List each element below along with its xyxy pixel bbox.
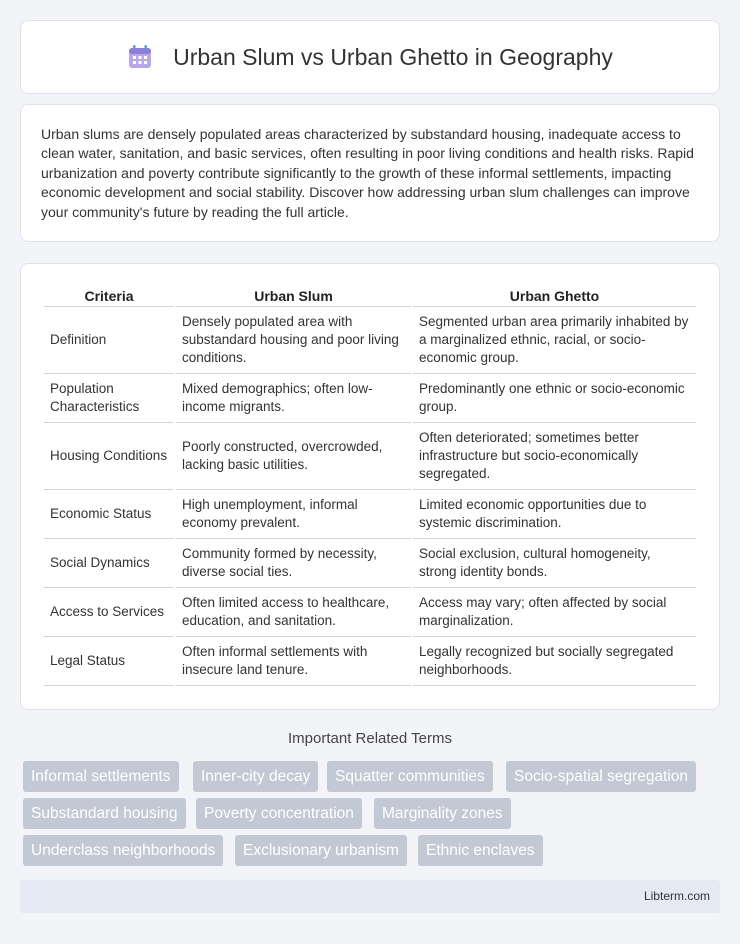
related-term-tag[interactable]: Marginality zones — [374, 798, 511, 829]
title-card — [20, 20, 720, 94]
related-term-tag[interactable]: Socio-spatial segregation — [506, 761, 696, 792]
comparison-table-card — [20, 263, 720, 710]
slum-cell: Poorly constructed, overcrowded, lacking basic utilities. — [176, 423, 411, 490]
slum-cell: Community formed by necessity, diverse social ties. — [176, 539, 411, 588]
calendar-grid-icon — [127, 44, 153, 70]
header-criteria: Criteria — [44, 284, 174, 307]
criteria-cell: Economic Status — [44, 490, 174, 539]
table-row — [44, 490, 696, 539]
footer — [20, 880, 720, 913]
related-term-tag[interactable]: Squatter communities — [327, 761, 493, 792]
slum-cell: Mixed demographics; often low-income migrants. — [176, 374, 411, 423]
ghetto-cell: Segmented urban area primarily inhabited by a marginalized ethnic, racial, or socio-economic group. — [413, 307, 696, 374]
related-term-tag[interactable]: Inner-city decay — [193, 761, 318, 792]
table-row — [44, 423, 696, 490]
ghetto-cell: Often deteriorated; sometimes better infrastructure but socio-economically segregated. — [413, 423, 696, 490]
criteria-cell: Housing Conditions — [44, 423, 174, 490]
slum-cell: Often informal settlements with insecure land tenure. — [176, 637, 411, 686]
table-row — [44, 539, 696, 588]
ghetto-cell: Predominantly one ethnic or socio-economic group. — [413, 374, 696, 423]
footer-site-link[interactable]: Libterm.com — [643, 889, 710, 903]
ghetto-cell: Legally recognized but socially segregated neighborhoods. — [413, 637, 696, 686]
header-urban-ghetto: Urban Ghetto — [413, 284, 696, 307]
related-term-tag[interactable]: Substandard housing — [23, 798, 186, 829]
header-urban-slum: Urban Slum — [176, 284, 411, 307]
table-row — [44, 637, 696, 686]
related-term-tag[interactable]: Exclusionary urbanism — [235, 835, 407, 866]
ghetto-cell: Social exclusion, cultural homogeneity, strong identity bonds. — [413, 539, 696, 588]
criteria-cell: Access to Services — [44, 588, 174, 637]
related-term-tag[interactable]: Ethnic enclaves — [418, 835, 543, 866]
page-title: Urban Slum vs Urban Ghetto in Geography — [173, 43, 613, 70]
table-row — [44, 374, 696, 423]
related-terms-title: Important Related Terms — [288, 730, 452, 747]
criteria-cell: Population Characteristics — [44, 374, 174, 423]
intro-card — [20, 104, 720, 242]
slum-cell: Often limited access to healthcare, education, and sanitation. — [176, 588, 411, 637]
criteria-cell: Legal Status — [44, 637, 174, 686]
related-term-tag[interactable]: Informal settlements — [23, 761, 179, 792]
intro-text: Urban slums are densely populated areas characterized by substandard housing, inadequate access to clean water, sanitation, and basic services, often resulting in poor living conditions and health risks. Rapid urbanization and poverty contribute significantly to the growth of these informal settlements, impacting economic development and social stability. Discover how addressing urban slum challenges can improve your community's future by reading the full article. — [41, 126, 694, 220]
table-header-row — [44, 284, 696, 307]
criteria-cell: Definition — [44, 307, 174, 374]
slum-cell: Densely populated area with substandard housing and poor living conditions. — [176, 307, 411, 374]
table-row — [44, 588, 696, 637]
ghetto-cell: Access may vary; often affected by social marginalization. — [413, 588, 696, 637]
table-row — [44, 307, 696, 374]
slum-cell: High unemployment, informal economy prevalent. — [176, 490, 411, 539]
criteria-cell: Social Dynamics — [44, 539, 174, 588]
ghetto-cell: Limited economic opportunities due to systemic discrimination. — [413, 490, 696, 539]
related-term-tag[interactable]: Underclass neighborhoods — [23, 835, 223, 866]
comparison-table — [42, 284, 698, 686]
related-term-tag[interactable]: Poverty concentration — [196, 798, 362, 829]
